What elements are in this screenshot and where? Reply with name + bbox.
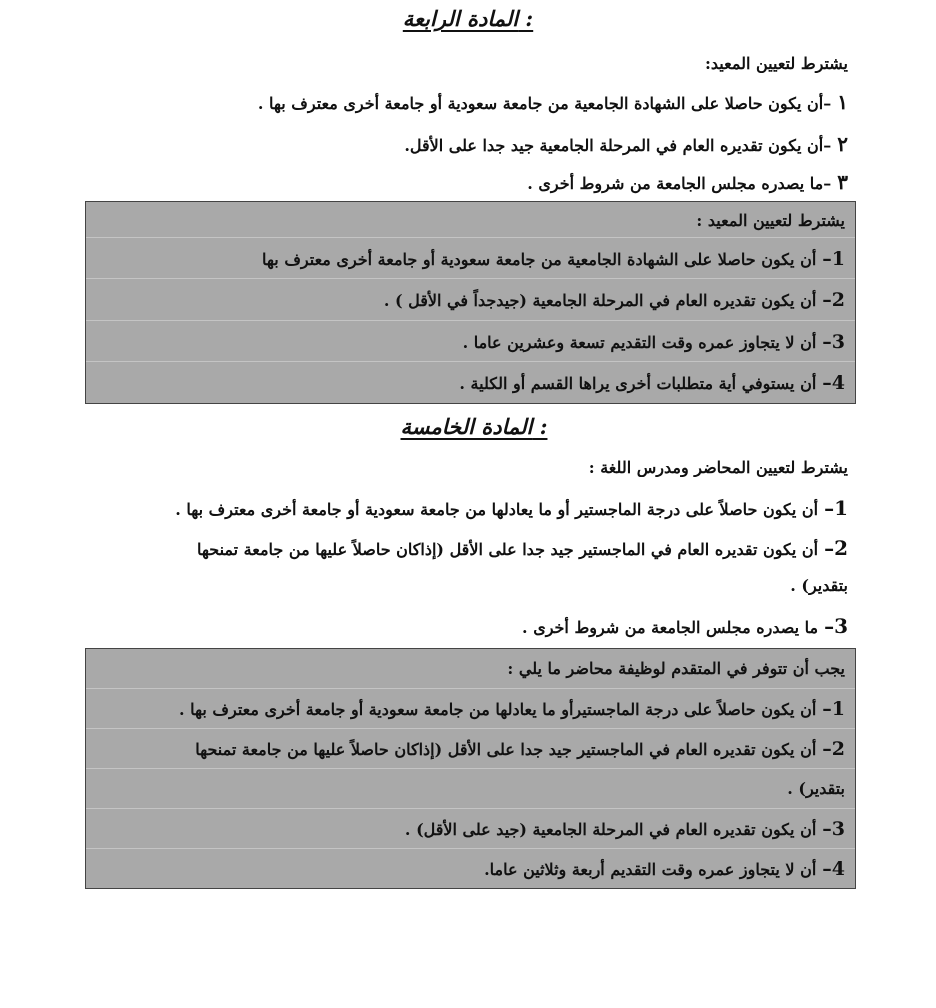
article5-intro: يشترط لتعيين المحاضر ومدرس اللغة : xyxy=(588,458,848,477)
shaded-box-1 xyxy=(85,201,856,404)
item-text: أن يكون حاصلاً على درجة الماجستيرأو ما يعادلها من جامعة سعودية أو جامعة أخرى معترف بها . xyxy=(179,700,817,719)
shaded-box-2 xyxy=(85,648,856,889)
article4-item-1 xyxy=(80,90,848,114)
item-number: ٢ xyxy=(837,132,848,156)
box2-item-3 xyxy=(86,809,855,849)
article4-intro: يشترط لتعيين المعيد: xyxy=(705,54,848,73)
item-text: أن يكون تقديره العام في الماجستير جيد جدا على الأقل (إذاكان حاصلاً عليها من جامعة تمنحها xyxy=(195,740,817,759)
box2-item-2-cont xyxy=(86,769,855,809)
item-number: 2– xyxy=(824,536,848,560)
box1-intro: يشترط لتعيين المعيد : xyxy=(86,202,855,238)
article5-item-2 xyxy=(80,536,848,560)
item-text: –أن يكون حاصلا على الشهادة الجامعية من جامعة سعودية أو جامعة أخرى معترف بها . xyxy=(257,94,832,113)
item-text: بتقدير) . xyxy=(790,576,848,595)
item-text: ما يصدره مجلس الجامعة من شروط أخرى . xyxy=(522,618,819,637)
item-text: أن لا يتجاوز عمره وقت التقديم أربعة وثلاثين عاما. xyxy=(484,860,817,879)
box2-item-2 xyxy=(86,729,855,769)
item-text: أن يكون حاصلا على الشهادة الجامعية من جامعة سعودية أو جامعة أخرى معترف بها xyxy=(262,250,817,269)
item-text: –أن يكون تقديره العام في المرحلة الجامعية جيد جدا على الأقل. xyxy=(404,136,832,155)
box1-item-4 xyxy=(86,362,855,403)
box1-item-2 xyxy=(86,279,855,321)
item-number: 1– xyxy=(822,248,845,270)
item-text: –ما يصدره مجلس الجامعة من شروط أخرى . xyxy=(527,174,832,193)
item-number: 3– xyxy=(822,331,845,353)
item-text: أن يكون تقديره العام في المرحلة الجامعية (جيد على الأقل) . xyxy=(404,820,817,839)
item-number: 1– xyxy=(822,698,845,720)
item-text: أن يكون تقديره العام في المرحلة الجامعية (جيدجداً في الأقل ) . xyxy=(383,291,817,310)
item-text: بتقدير) . xyxy=(787,779,845,798)
article5-heading: المادة الخامسة : xyxy=(400,414,548,439)
box1-item-1 xyxy=(86,238,855,279)
item-number: 2– xyxy=(822,289,845,311)
item-number: 3– xyxy=(824,614,848,638)
box1-item-3 xyxy=(86,321,855,362)
item-number: ١ xyxy=(837,90,848,114)
article5-item-2-cont xyxy=(80,576,848,595)
article4-item-3 xyxy=(80,170,848,194)
article5-item-3 xyxy=(80,614,848,638)
item-text: أن يكون حاصلاً على درجة الماجستير أو ما يعادلها من جامعة سعودية أو جامعة أخرى معترف بها . xyxy=(175,500,819,519)
box2-intro: يجب أن تتوفر في المتقدم لوظيفة محاضر ما يلي : xyxy=(86,649,855,689)
item-number: 4– xyxy=(822,858,845,880)
item-text: أن لا يتجاوز عمره وقت التقديم تسعة وعشرين عاما . xyxy=(462,333,817,352)
item-number: 4– xyxy=(822,372,845,394)
box2-item-4 xyxy=(86,849,855,888)
item-number: ٣ xyxy=(837,170,848,194)
item-text: أن يكون تقديره العام في الماجستير جيد جدا على الأقل (إذاكان حاصلاً عليها من جامعة تمنحها xyxy=(197,540,819,559)
item-text: أن يستوفي أية متطلبات أخرى يراها القسم أو الكلية . xyxy=(459,374,817,393)
article4-item-2 xyxy=(80,132,848,156)
article5-item-1 xyxy=(80,496,848,520)
item-number: 3– xyxy=(822,818,845,840)
item-number: 2– xyxy=(822,738,845,760)
article4-heading: المادة الرابعة : xyxy=(402,6,534,31)
item-number: 1– xyxy=(824,496,848,520)
box2-item-1 xyxy=(86,689,855,729)
